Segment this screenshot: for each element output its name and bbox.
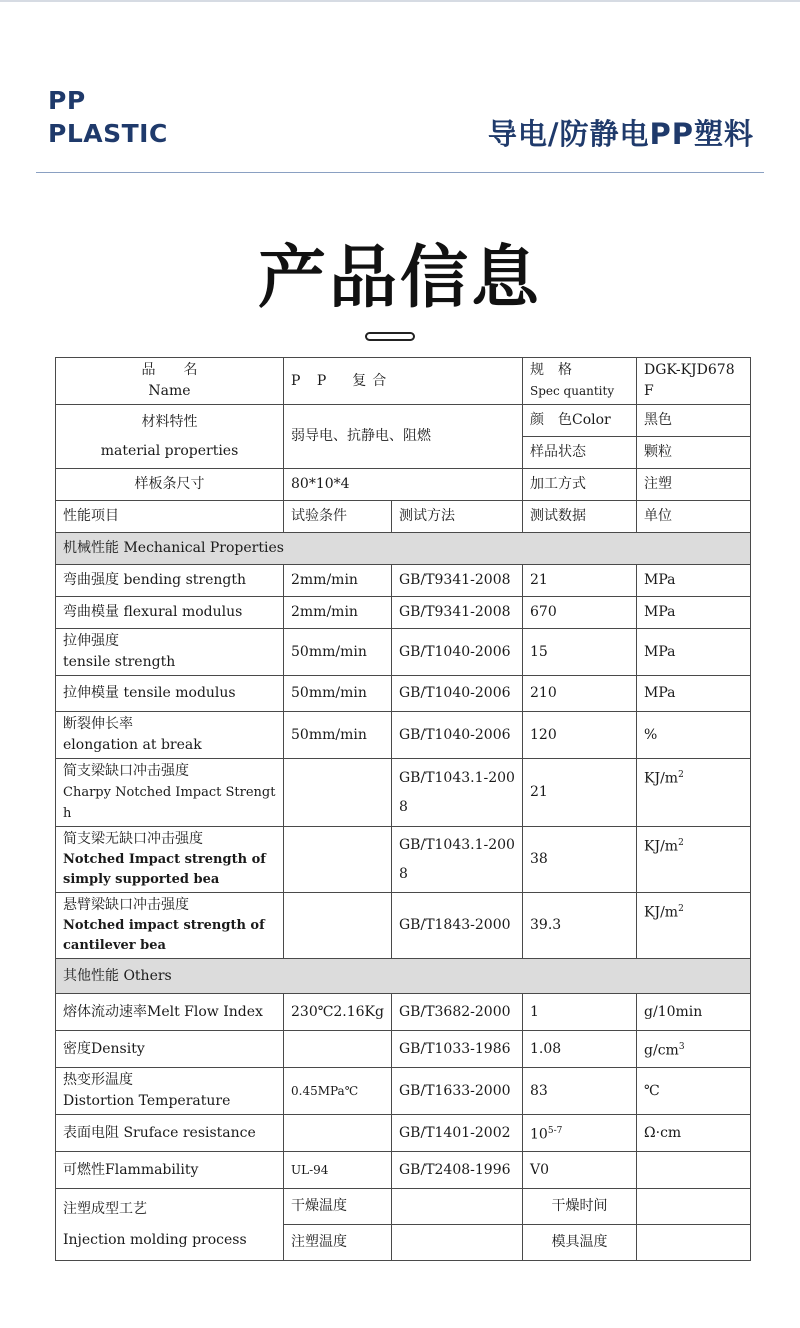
- row-value: 21: [523, 759, 637, 827]
- table-row: [56, 1031, 751, 1068]
- row-unit: MPa: [637, 597, 751, 629]
- row-method: GB/T1043.1-200 8: [392, 759, 523, 827]
- brand-logo-text: [48, 84, 168, 150]
- row-item: 简支梁缺口冲击强度 Charpy Notched Impact Strength: [56, 759, 284, 827]
- decorative-pill: [365, 332, 415, 341]
- row-unit: g/10min: [637, 994, 751, 1031]
- row-condition: [284, 1031, 392, 1068]
- row-condition: 2mm/min: [284, 565, 392, 597]
- table-row: [56, 1189, 751, 1225]
- col-header-unit: 单位: [637, 501, 751, 533]
- table-row: [56, 358, 751, 405]
- drying-temp-value: [392, 1189, 523, 1225]
- row-method: GB/T1040-2006: [392, 629, 523, 676]
- section-others: 其他性能 Others: [56, 959, 751, 994]
- table-row: [56, 676, 751, 712]
- row-item: 断裂伸长率 elongation at break: [56, 712, 284, 759]
- row-item: 拉伸模量 tensile modulus: [56, 676, 284, 712]
- row-method: GB/T3682-2000: [392, 994, 523, 1031]
- row-unit: ℃: [637, 1068, 751, 1115]
- row-condition: [284, 759, 392, 827]
- material-value: 弱导电、抗静电、阻燃: [284, 405, 523, 469]
- brand-line-1: PP: [48, 86, 86, 115]
- row-item: 弯曲强度 bending strength: [56, 565, 284, 597]
- row-value: 1.08: [523, 1031, 637, 1068]
- mold-temp-value: [637, 1225, 751, 1261]
- col-header-item: 性能项目: [56, 501, 284, 533]
- row-value: 15: [523, 629, 637, 676]
- row-value: 21: [523, 565, 637, 597]
- row-value: 39.3: [523, 893, 637, 959]
- row-value: 670: [523, 597, 637, 629]
- col-header-method: 测试方法: [392, 501, 523, 533]
- column-header-row: [56, 501, 751, 533]
- table-row: [56, 1068, 751, 1115]
- table-row: [56, 712, 751, 759]
- table-row: [56, 597, 751, 629]
- row-method: GB/T1633-2000: [392, 1068, 523, 1115]
- row-condition: [284, 1115, 392, 1152]
- table-row: [56, 994, 751, 1031]
- row-method: GB/T1033-1986: [392, 1031, 523, 1068]
- drying-time-label: 干燥时间: [523, 1189, 637, 1225]
- mold-temp-label: 模具温度: [523, 1225, 637, 1261]
- color-label: 颜 色Color: [523, 405, 637, 437]
- table-row: [56, 1152, 751, 1189]
- row-method: GB/T1043.1-200 8: [392, 827, 523, 893]
- sample-size-label: 样板条尺寸: [56, 469, 284, 501]
- spec-table: [55, 357, 751, 1261]
- table-row: [56, 565, 751, 597]
- table-row: [56, 469, 751, 501]
- state-label: 样品状态: [523, 437, 637, 469]
- row-value: 38: [523, 827, 637, 893]
- name-label: 品 名 Name: [56, 358, 284, 405]
- row-value: 210: [523, 676, 637, 712]
- row-value: 10$^{5-7}$: [523, 1115, 637, 1152]
- row-unit: $KJ/m^2$: [637, 759, 751, 827]
- col-header-condition: 试验条件: [284, 501, 392, 533]
- process-value: 注塑: [637, 469, 751, 501]
- row-method: GB/T1401-2002: [392, 1115, 523, 1152]
- injection-temp-value: [392, 1225, 523, 1261]
- row-condition: 50mm/min: [284, 712, 392, 759]
- row-method: GB/T9341-2008: [392, 597, 523, 629]
- row-method: GB/T1040-2006: [392, 676, 523, 712]
- row-item: 拉伸强度 tensile strength: [56, 629, 284, 676]
- row-condition: 0.45MPa℃: [284, 1068, 392, 1115]
- col-header-value: 测试数据: [523, 501, 637, 533]
- spec-label: 规 格 Spec quantity: [523, 358, 637, 405]
- row-condition: 50mm/min: [284, 629, 392, 676]
- table-row: [56, 827, 751, 893]
- row-unit: %: [637, 712, 751, 759]
- row-item: 熔体流动速率Melt Flow Index: [56, 994, 284, 1031]
- product-title: 导电/防静电PP塑料: [487, 117, 754, 151]
- row-method: GB/T2408-1996: [392, 1152, 523, 1189]
- row-unit: MPa: [637, 676, 751, 712]
- row-condition: [284, 893, 392, 959]
- row-item: 悬臂梁缺口冲击强度 Notched impact strength of cantilever bea: [56, 893, 284, 959]
- table-row: [56, 1115, 751, 1152]
- row-method: GB/T1843-2000: [392, 893, 523, 959]
- row-item: 弯曲模量 flexural modulus: [56, 597, 284, 629]
- row-condition: 230℃2.16Kg: [284, 994, 392, 1031]
- row-value: 120: [523, 712, 637, 759]
- table-row: [56, 405, 751, 437]
- color-value: 黑色: [637, 405, 751, 437]
- row-item: 可燃性Flammability: [56, 1152, 284, 1189]
- row-unit: $g/cm^3$: [637, 1031, 751, 1068]
- section-mechanical: 机械性能 Mechanical Properties: [56, 533, 751, 565]
- row-unit: [637, 1152, 751, 1189]
- sample-size-value: 80*10*4: [284, 469, 523, 501]
- drying-time-value: [637, 1189, 751, 1225]
- row-condition: 2mm/min: [284, 597, 392, 629]
- row-condition: UL-94: [284, 1152, 392, 1189]
- section-header-row: [56, 533, 751, 565]
- top-border: [0, 0, 800, 2]
- material-label: 材料特性 material properties: [56, 405, 284, 469]
- row-method: GB/T1040-2006: [392, 712, 523, 759]
- row-unit: Ω·cm: [637, 1115, 751, 1152]
- row-value: V0: [523, 1152, 637, 1189]
- row-unit: MPa: [637, 565, 751, 597]
- row-condition: [284, 827, 392, 893]
- row-item: 热变形温度 Distortion Temperature: [56, 1068, 284, 1115]
- row-condition: 50mm/min: [284, 676, 392, 712]
- row-item: 密度Density: [56, 1031, 284, 1068]
- row-value: 83: [523, 1068, 637, 1115]
- table-row: [56, 893, 751, 959]
- row-method: GB/T9341-2008: [392, 565, 523, 597]
- header-divider: [36, 172, 764, 173]
- row-unit: MPa: [637, 629, 751, 676]
- brand-line-2: PLASTIC: [48, 119, 168, 148]
- section-header-row: [56, 959, 751, 994]
- state-value: 颗粒: [637, 437, 751, 469]
- name-value: P P 复合: [284, 358, 523, 405]
- molding-label: 注塑成型工艺 Injection molding process: [56, 1189, 284, 1261]
- row-item: 简支梁无缺口冲击强度 Notched Impact strength of simply supported bea: [56, 827, 284, 893]
- row-unit: $KJ/m^2$: [637, 893, 751, 959]
- row-item: 表面电阻 Sruface resistance: [56, 1115, 284, 1152]
- page-title: 产品信息: [257, 239, 542, 318]
- row-value: 1: [523, 994, 637, 1031]
- table-row: [56, 759, 751, 827]
- injection-temp-label: 注塑温度: [284, 1225, 392, 1261]
- drying-temp-label: 干燥温度: [284, 1189, 392, 1225]
- row-unit: $KJ/m^2$: [637, 827, 751, 893]
- spec-value: DGK-KJD678F: [637, 358, 751, 405]
- table-row: [56, 629, 751, 676]
- process-label: 加工方式: [523, 469, 637, 501]
